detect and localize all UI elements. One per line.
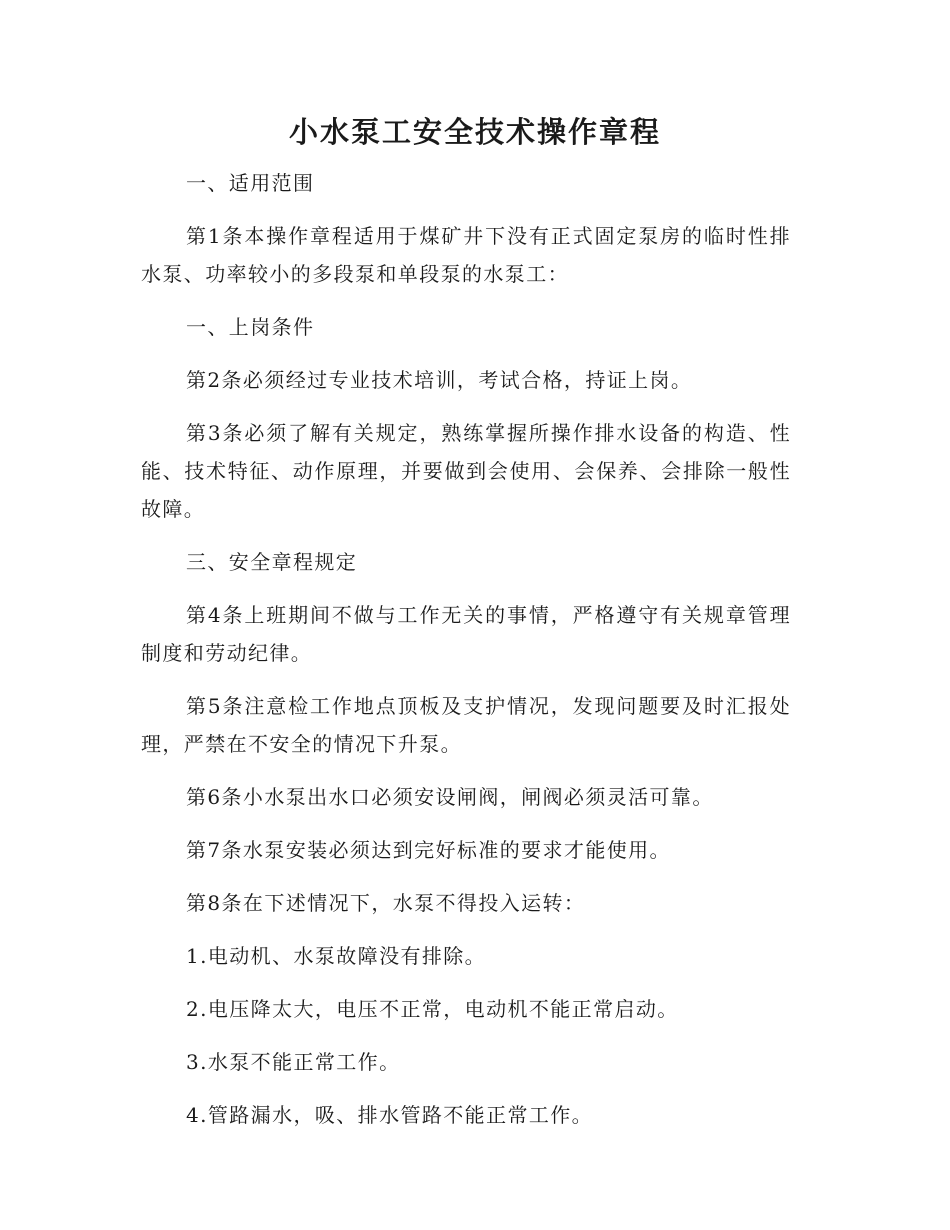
- list-item-3: 3.水泵不能正常工作。: [186, 1050, 401, 1074]
- list-item-4: 4.管路漏水，吸、排水管路不能正常工作。: [186, 1103, 594, 1127]
- article-2: 第2条必须经过专业技术培训，考试合格，持证上岗。: [186, 368, 693, 392]
- article-4: 第4条上班期间不做与工作无关的事情，严格遵守有关规章管理制度和劳动纪律。: [141, 603, 791, 665]
- section-heading-qualification: 一、上岗条件: [186, 315, 315, 339]
- article-5: 第5条注意检工作地点顶板及支护情况，发现问题要及时汇报处理，严禁在不安全的情况下升泵。: [141, 694, 791, 756]
- document-body: [141, 164, 791, 1149]
- list-item-1: 1.电动机、水泵故障没有排除。: [186, 944, 487, 968]
- section-heading-scope: 一、适用范围: [186, 171, 315, 195]
- article-7: 第7条水泵安装必须达到完好标准的要求才能使用。: [186, 838, 671, 862]
- document-title: 小水泵工安全技术操作章程: [288, 115, 661, 149]
- article-8: 第8条在下述情况下，水泵不得投入运转：: [186, 891, 586, 915]
- article-6: 第6条小水泵出水口必须安设闸阀，闸阀必须灵活可靠。: [186, 785, 714, 809]
- section-heading-safety-rules: 三、安全章程规定: [186, 550, 358, 574]
- article-1: 第1条本操作章程适用于煤矿井下没有正式固定泵房的临时性排水泵、功率较小的多段泵和单段泵的水泵工：: [141, 224, 791, 286]
- article-3: 第3条必须了解有关规定，熟练掌握所操作排水设备的构造、性能、技术特征、动作原理，并要做到会使用、会保养、会排除一般性故障。: [141, 421, 791, 521]
- list-item-2: 2.电压降太大，电压不正常，电动机不能正常启动。: [186, 997, 679, 1021]
